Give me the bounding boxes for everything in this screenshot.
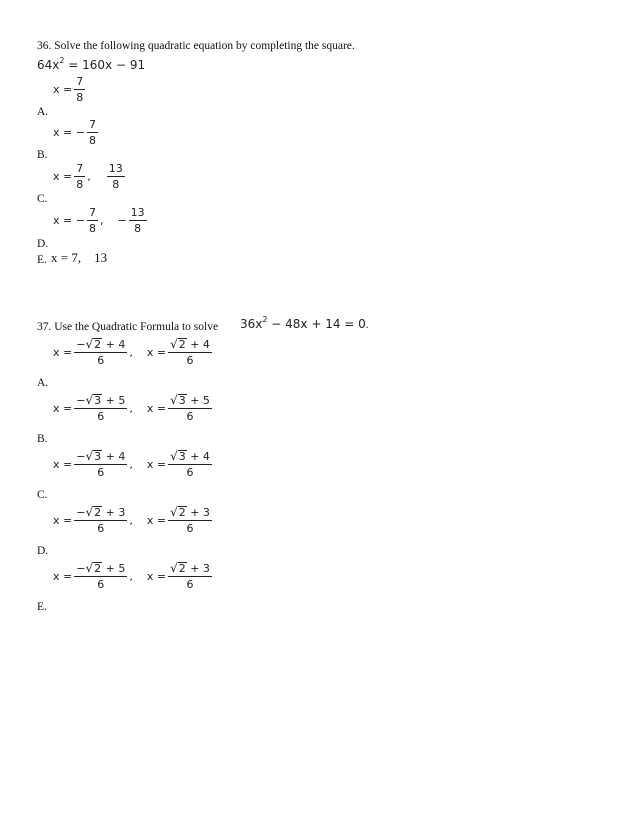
- q37-option-c-math: [53, 450, 214, 479]
- q36-option-b-label[interactable]: B.: [37, 149, 48, 161]
- q37-a-den-2: 6: [186, 354, 194, 367]
- q36-eq-lhs: 64x: [37, 58, 60, 72]
- q37-option-c-label[interactable]: C.: [37, 489, 48, 501]
- q37-d-term-1: + 3: [102, 506, 126, 519]
- q37-a-x1: x =: [53, 346, 73, 359]
- q36-a-den: 8: [76, 91, 84, 104]
- q37-e-x2: x =: [146, 570, 167, 583]
- q36-equation: [37, 56, 145, 72]
- q37-d-den-1: 6: [97, 522, 105, 535]
- q36-c-den2: 8: [112, 178, 120, 191]
- q36-d-num2: 13: [130, 206, 145, 219]
- q36-d-num1: 7: [88, 206, 96, 219]
- q37-b-fraction-1: [74, 394, 127, 423]
- q37-e-fraction-1: [74, 562, 127, 591]
- q37-option-b-math: [53, 394, 214, 423]
- q37-b-den-2: 6: [186, 410, 194, 423]
- q37-e-radical-1: √: [85, 561, 94, 575]
- q37-e-radical-2: √: [170, 561, 178, 575]
- q37-b-fraction-2: [168, 394, 212, 423]
- q36-option-c-label[interactable]: C.: [37, 193, 48, 205]
- q36-eq-rhs: = 160x − 91: [64, 58, 146, 72]
- q37-b-x2: x =: [146, 402, 167, 415]
- q36-d-minus: −: [117, 214, 127, 227]
- q36-d-fraction-1: [87, 206, 98, 235]
- q37-c-comma: ,: [129, 458, 133, 471]
- q36-d-den1: 8: [88, 222, 96, 235]
- q37-option-e-label[interactable]: E.: [37, 601, 47, 613]
- q36-a-fraction: [74, 75, 85, 104]
- q36-prompt: 36. Solve the following quadratic equation by completing the square.: [37, 40, 355, 52]
- q37-e-fraction-2: [168, 562, 212, 591]
- q36-option-d-label[interactable]: D.: [37, 238, 49, 250]
- q37-option-b-label[interactable]: B.: [37, 433, 48, 445]
- q36-c-num2: 13: [108, 162, 123, 175]
- q37-b-radicand-1: 3: [94, 394, 102, 407]
- q37-equation: [240, 315, 369, 331]
- q36-c-num1: 7: [76, 162, 84, 175]
- q37-d-x1: x =: [53, 514, 73, 527]
- q37-a-comma: ,: [129, 346, 133, 359]
- q37-d-radical-1: √: [85, 505, 94, 519]
- q36-c-den1: 8: [76, 178, 84, 191]
- q37-eq-period: .: [365, 319, 369, 331]
- q37-option-e-math: [53, 562, 214, 591]
- q37-c-den-2: 6: [186, 466, 194, 479]
- q37-b-neg: −: [76, 394, 86, 407]
- q37-b-radicand-2: 3: [178, 394, 186, 407]
- q36-d-den2: 8: [134, 222, 142, 235]
- q37-option-d-label[interactable]: D.: [37, 545, 49, 557]
- q37-d-comma: ,: [129, 514, 133, 527]
- q37-c-fraction-1: [74, 450, 127, 479]
- q36-b-fraction: [87, 118, 98, 147]
- q37-option-d-math: [53, 506, 214, 535]
- q36-c-fraction-2: [107, 162, 125, 191]
- q37-b-radical-2: √: [170, 393, 178, 407]
- q37-a-den-1: 6: [97, 354, 105, 367]
- q37-e-x1: x =: [53, 570, 73, 583]
- q37-a-x2: x =: [146, 346, 167, 359]
- q37-a-radical-1: √: [85, 337, 94, 351]
- q37-e-radicand-1: 2: [94, 562, 102, 575]
- q37-d-fraction-1: [74, 506, 127, 535]
- q36-option-c-math: [53, 162, 127, 191]
- q37-e-term-2: + 3: [186, 562, 210, 575]
- q36-b-num: 7: [88, 118, 96, 131]
- q37-c-x1: x =: [53, 458, 73, 471]
- q37-d-term-2: + 3: [186, 506, 210, 519]
- q37-a-fraction-1: [74, 338, 127, 367]
- q37-c-radical-2: √: [170, 449, 178, 463]
- q37-c-radicand-2: 3: [178, 450, 186, 463]
- q37-e-neg: −: [76, 562, 86, 575]
- q37-d-den-2: 6: [186, 522, 194, 535]
- q37-d-neg: −: [76, 506, 86, 519]
- q37-option-a-math: [53, 338, 214, 367]
- q37-d-radicand-1: 2: [94, 506, 102, 519]
- q36-c-fraction-1: [74, 162, 85, 191]
- q37-c-radicand-1: 3: [94, 450, 102, 463]
- q37-a-term-2: + 4: [186, 338, 210, 351]
- q37-eq-rhs: − 48x + 14 = 0: [267, 317, 366, 331]
- q37-b-x1: x =: [53, 402, 73, 415]
- q37-b-term-1: + 5: [102, 394, 126, 407]
- q37-e-radicand-2: 2: [178, 562, 186, 575]
- q36-c-x: x =: [53, 170, 73, 183]
- q37-d-radical-2: √: [170, 505, 178, 519]
- q37-eq-lhs: 36x: [240, 317, 263, 331]
- q37-b-den-1: 6: [97, 410, 105, 423]
- q37-b-radical-1: √: [85, 393, 94, 407]
- q37-option-a-label[interactable]: A.: [37, 377, 49, 389]
- q36-c-sep: ,: [87, 170, 91, 183]
- q36-a-num: 7: [76, 75, 84, 88]
- q36-option-e-answer: x = 7, 13: [51, 250, 108, 265]
- q37-prompt: 37. Use the Quadratic Formula to solve: [37, 321, 219, 333]
- q36-d-x: x = −: [53, 214, 85, 227]
- q37-c-radical-1: √: [85, 449, 94, 463]
- q37-e-comma: ,: [129, 570, 133, 583]
- q37-a-radicand-1: 2: [94, 338, 102, 351]
- q36-option-b-math: [53, 118, 100, 147]
- q37-e-den-2: 6: [186, 578, 194, 591]
- q36-option-a-label[interactable]: A.: [37, 106, 49, 118]
- q36-option-d-math: [53, 206, 149, 235]
- q37-c-neg: −: [76, 450, 86, 463]
- q37-a-radicand-2: 2: [178, 338, 186, 351]
- q37-b-comma: ,: [129, 402, 133, 415]
- q37-e-term-1: + 5: [102, 562, 126, 575]
- q36-b-x: x = −: [53, 126, 85, 139]
- q37-c-x2: x =: [146, 458, 167, 471]
- q37-c-term-2: + 4: [186, 450, 210, 463]
- q36-b-den: 8: [88, 134, 96, 147]
- q37-b-term-2: + 5: [186, 394, 210, 407]
- q37-e-den-1: 6: [97, 578, 105, 591]
- q37-a-radical-2: √: [170, 337, 178, 351]
- q36-a-x: x =: [53, 83, 73, 96]
- q37-a-term-1: + 4: [102, 338, 126, 351]
- q37-c-fraction-2: [168, 450, 212, 479]
- q37-d-fraction-2: [168, 506, 212, 535]
- q36-option-e-label[interactable]: E.: [37, 254, 47, 266]
- q37-c-den-1: 6: [97, 466, 105, 479]
- q37-a-fraction-2: [168, 338, 212, 367]
- q37-d-x2: x =: [146, 514, 167, 527]
- q36-option-a-math: [53, 75, 87, 104]
- q36-d-sep: ,: [99, 214, 104, 227]
- q37-d-radicand-2: 2: [178, 506, 186, 519]
- q37-a-neg: −: [76, 338, 86, 351]
- q37-c-term-1: + 4: [102, 450, 126, 463]
- q37-eq-exp: 2: [262, 315, 268, 324]
- q36-d-fraction-2: [129, 206, 147, 235]
- q36-eq-exp: 2: [59, 56, 65, 65]
